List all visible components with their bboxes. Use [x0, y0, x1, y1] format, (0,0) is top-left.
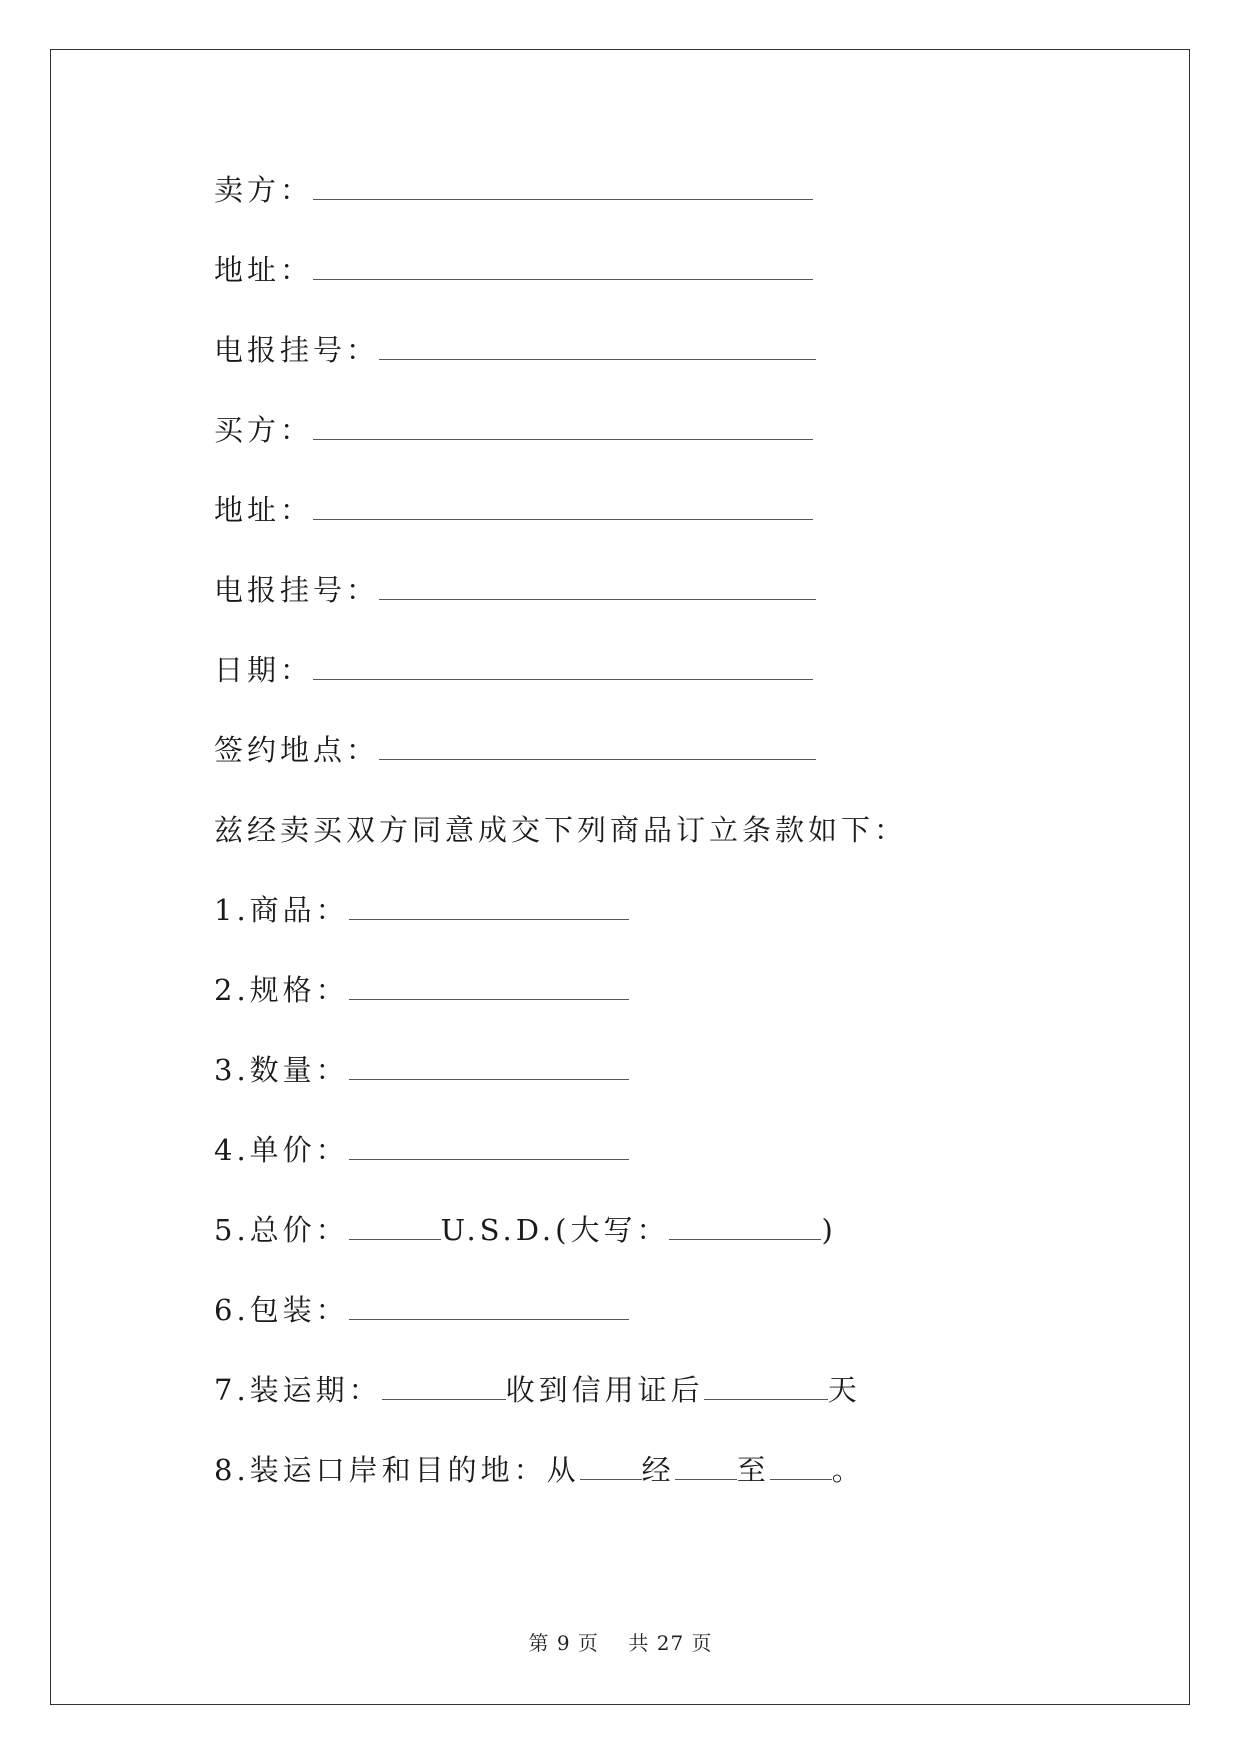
- buyer-line: [214, 410, 813, 450]
- port-end: 。: [831, 1453, 865, 1487]
- seller-address-line: [214, 250, 813, 290]
- seller-cable-line: [214, 330, 816, 370]
- total-value-close: ): [821, 1213, 837, 1247]
- page-footer: [0, 1627, 1241, 1656]
- buyer-field[interactable]: [313, 413, 813, 440]
- signing-place-field[interactable]: [379, 733, 816, 760]
- page-unit: 页: [577, 1631, 599, 1655]
- clause-quantity: [214, 1050, 629, 1090]
- port-via-label: 经: [641, 1453, 675, 1487]
- total-value-label: 5.总价：: [214, 1213, 349, 1247]
- packing-label: 6.包装：: [214, 1293, 349, 1327]
- total-value-words-field[interactable]: [669, 1213, 821, 1240]
- page-number: 9: [556, 1631, 571, 1655]
- clause-unit-price: [214, 1130, 629, 1170]
- port-from-field[interactable]: [580, 1453, 642, 1480]
- commodity-field[interactable]: [349, 893, 629, 920]
- signing-place-label: 签约地点：: [214, 733, 380, 767]
- quantity-label: 3.数量：: [214, 1053, 349, 1087]
- clause-shipment: [214, 1370, 861, 1410]
- buyer-cable-field[interactable]: [379, 573, 816, 600]
- unit-price-label: 4.单价：: [214, 1133, 349, 1167]
- seller-address-field[interactable]: [313, 253, 813, 280]
- total-pages: 27: [656, 1631, 685, 1655]
- buyer-cable-label: 电报挂号：: [214, 573, 380, 607]
- agreement-intro: [214, 810, 907, 850]
- seller-label: 卖方：: [214, 173, 314, 207]
- clause-port: [214, 1450, 865, 1490]
- clause-specification: [214, 970, 629, 1010]
- buyer-address-field[interactable]: [313, 493, 813, 520]
- seller-cable-label: 电报挂号：: [214, 333, 380, 367]
- shipment-label: 7.装运期：: [214, 1373, 382, 1407]
- buyer-label: 买方：: [214, 413, 314, 447]
- clause-total-value: [214, 1210, 837, 1250]
- date-field[interactable]: [313, 653, 813, 680]
- total-label: 共: [628, 1631, 650, 1655]
- seller-cable-field[interactable]: [379, 333, 816, 360]
- port-via-field[interactable]: [675, 1453, 737, 1480]
- shipment-field[interactable]: [382, 1373, 506, 1400]
- page-label: 第: [528, 1631, 550, 1655]
- port-label: 8.装运口岸和目的地：从: [214, 1453, 580, 1487]
- quantity-field[interactable]: [349, 1053, 629, 1080]
- total-unit: 页: [691, 1631, 713, 1655]
- buyer-address-label: 地址：: [214, 493, 314, 527]
- seller-line: [214, 170, 813, 210]
- date-line: [214, 650, 813, 690]
- agreement-intro-text: 兹经卖买双方同意成交下列商品订立条款如下：: [214, 813, 908, 847]
- port-to-field[interactable]: [770, 1453, 832, 1480]
- packing-field[interactable]: [349, 1293, 629, 1320]
- clause-commodity: [214, 890, 629, 930]
- specification-label: 2.规格：: [214, 973, 349, 1007]
- total-value-currency: U.S.D.(大写：: [440, 1213, 670, 1247]
- seller-address-label: 地址：: [214, 253, 314, 287]
- specification-field[interactable]: [349, 973, 629, 1000]
- shipment-end: 天: [827, 1373, 861, 1407]
- date-label: 日期：: [214, 653, 314, 687]
- shipment-days-field[interactable]: [704, 1373, 828, 1400]
- commodity-label: 1.商品：: [214, 893, 349, 927]
- shipment-middle: 收到信用证后: [505, 1373, 704, 1407]
- total-value-field[interactable]: [349, 1213, 441, 1240]
- unit-price-field[interactable]: [349, 1133, 629, 1160]
- clause-packing: [214, 1290, 629, 1330]
- port-to-label: 至: [736, 1453, 770, 1487]
- buyer-address-line: [214, 490, 813, 530]
- seller-field[interactable]: [313, 173, 813, 200]
- buyer-cable-line: [214, 570, 816, 610]
- signing-place-line: [214, 730, 816, 770]
